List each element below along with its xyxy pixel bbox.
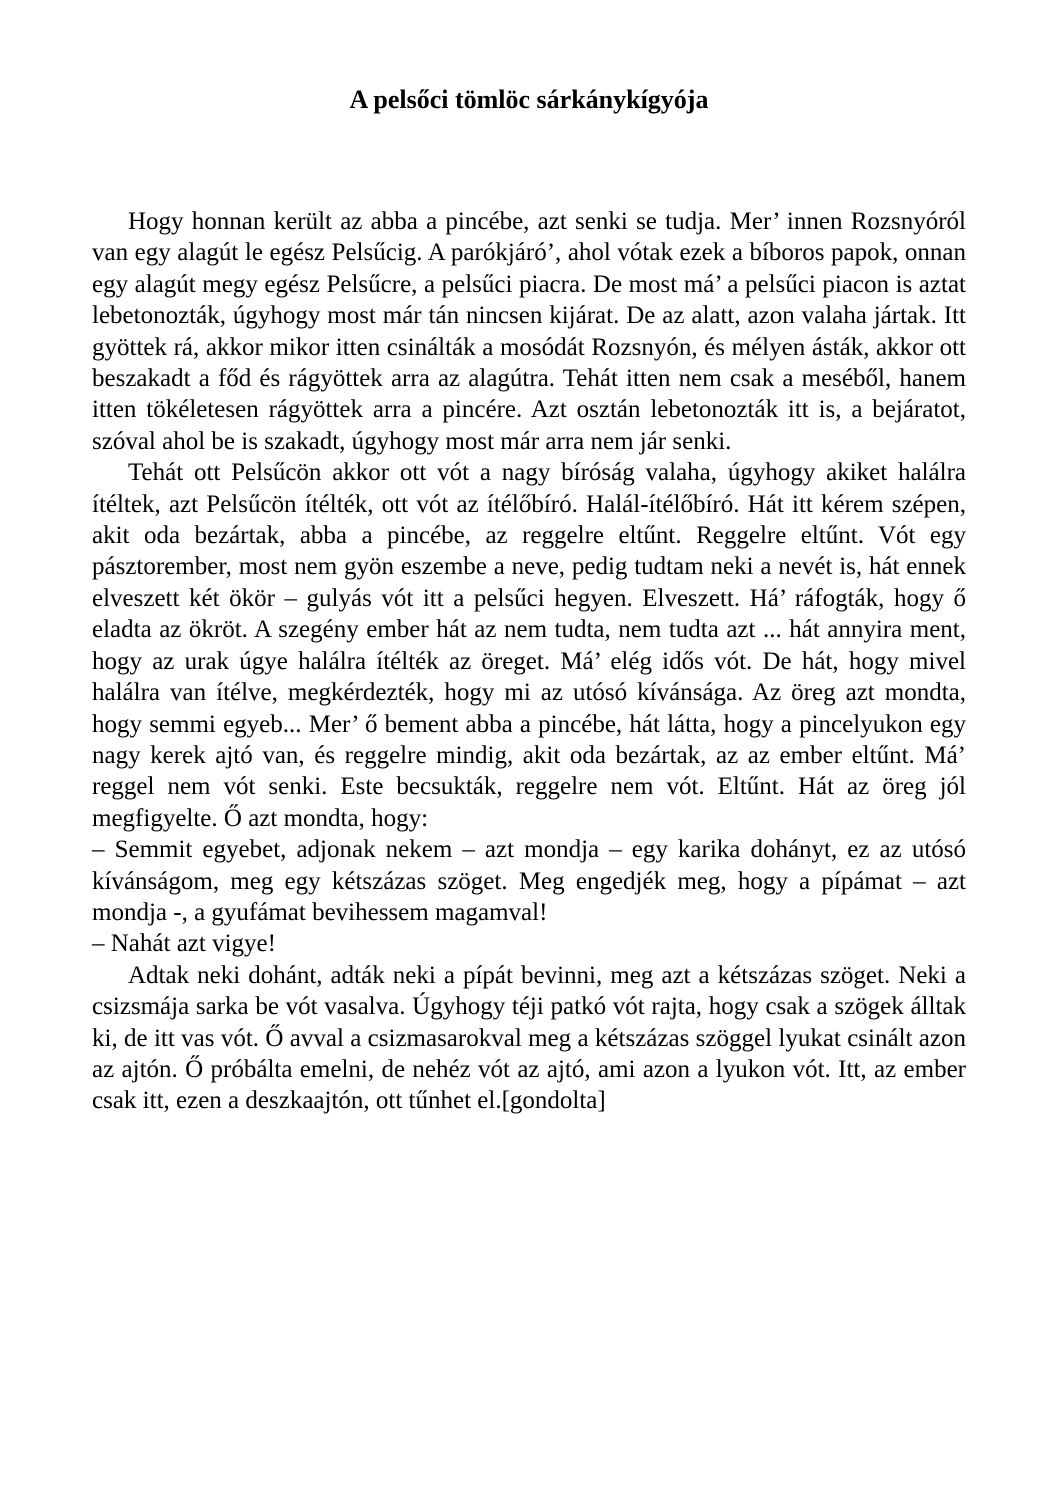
paragraph-1: Hogy honnan került az abba a pincébe, azt senki se tudja. Mer’ innen Rozsnyóról van egy alagút le egész Pelsűcig. A parókjáró’, ahol vótak ezek a bíboros papok, onnan egy alagút megy egész Pelsűcre, a pelsűci piacra. De most má’ a pelsűci piacon is aztat lebetonozták, úgyhogy most már tán nincsen kijárat. De az alatt, azon valaha jártak. Itt gyöttek rá, akkor mikor itten csinálták a mosódát Rozsnyón, és mélyen ásták, akkor ott beszakadt a főd és rágyöttek arra az alagútra. Tehát itten nem csak a meséből, hanem itten tökéletesen rágyöttek arra a pincére. Azt osztán lebetonozták itt is, a bejáratot, szóval ahol be is szakadt, úgyhogy most már arra nem jár senki. xyxy=(92,208,966,455)
dialogue-line-1: – Semmit egyebet, adjonak nekem – azt mondja – egy karika dohányt, ez az utósó kívánságom, meg egy kétszázas szöget. Meg engedjék meg, hogy a pípámat – azt mondja -, a gyufámat bevihessem magamval! xyxy=(92,836,966,926)
page-title: A pelsőci tömlöc sárkánykígyója xyxy=(349,85,709,114)
paragraph-3: Adtak neki dohánt, adták neki a pípát bevinni, meg azt a kétszázas szöget. Neki a csizsmája sarka be vót vasalva. Úgyhogy téji patkó vót rajta, hogy csak a szögek álltak ki, de itt vas vót. Ő avval a csizmasarokval meg a kétszázas szöggel lyukat csinált azon az ajtón. Ő próbálta emelni, de nehéz vót az ajtó, ami azon a lyukon vót. Itt, az ember csak itt, ezen a deszkaajtón, ott tűnhet el.[gondolta] xyxy=(92,961,966,1115)
story-body xyxy=(92,206,966,1117)
document-page xyxy=(92,84,966,1117)
paragraph-2: Tehát ott Pelsűcön akkor ott vót a nagy bíróság valaha, úgyhogy akiket halálra ítéltek, azt Pelsűcön ítélték, ott vót az ítélőbíró. Halál-ítélőbíró. Hát itt kérem szépen, akit oda bezártak, abba a pincébe, az reggelre eltűnt. Reggelre eltűnt. Vót egy pásztorember, most nem gyön eszembe a neve, pedig tudtam neki a nevét is, hát ennek elveszett két ökör – gulyás vót itt a pelsűci hegyen. Elveszett. Há’ ráfogták, hogy ő eladta az ökröt. A szegény ember hát az nem tudta, nem tudta azt ... hát annyira ment, hogy az urak úgye halálra ítélték az öreget. Má’ elég idős vót. De hát, hogy mivel halálra van ítélve, megkérdezték, hogy mi az utósó kívánsága. Az öreg azt mondta, hogy semmi egyeb... Mer’ ő bement abba a pincébe, hát látta, hogy a pincelyukon egy nagy kerek ajtó van, és reggelre mindig, akit oda bezártak, az az ember eltűnt. Má’ reggel nem vót senki. Este becsukták, reggelre nem vót. Eltűnt. Hát az öreg jól megfigyelte. Ő azt mondta, hogy: xyxy=(92,459,966,832)
dialogue-line-2: – Nahát azt vigye! xyxy=(92,930,276,958)
